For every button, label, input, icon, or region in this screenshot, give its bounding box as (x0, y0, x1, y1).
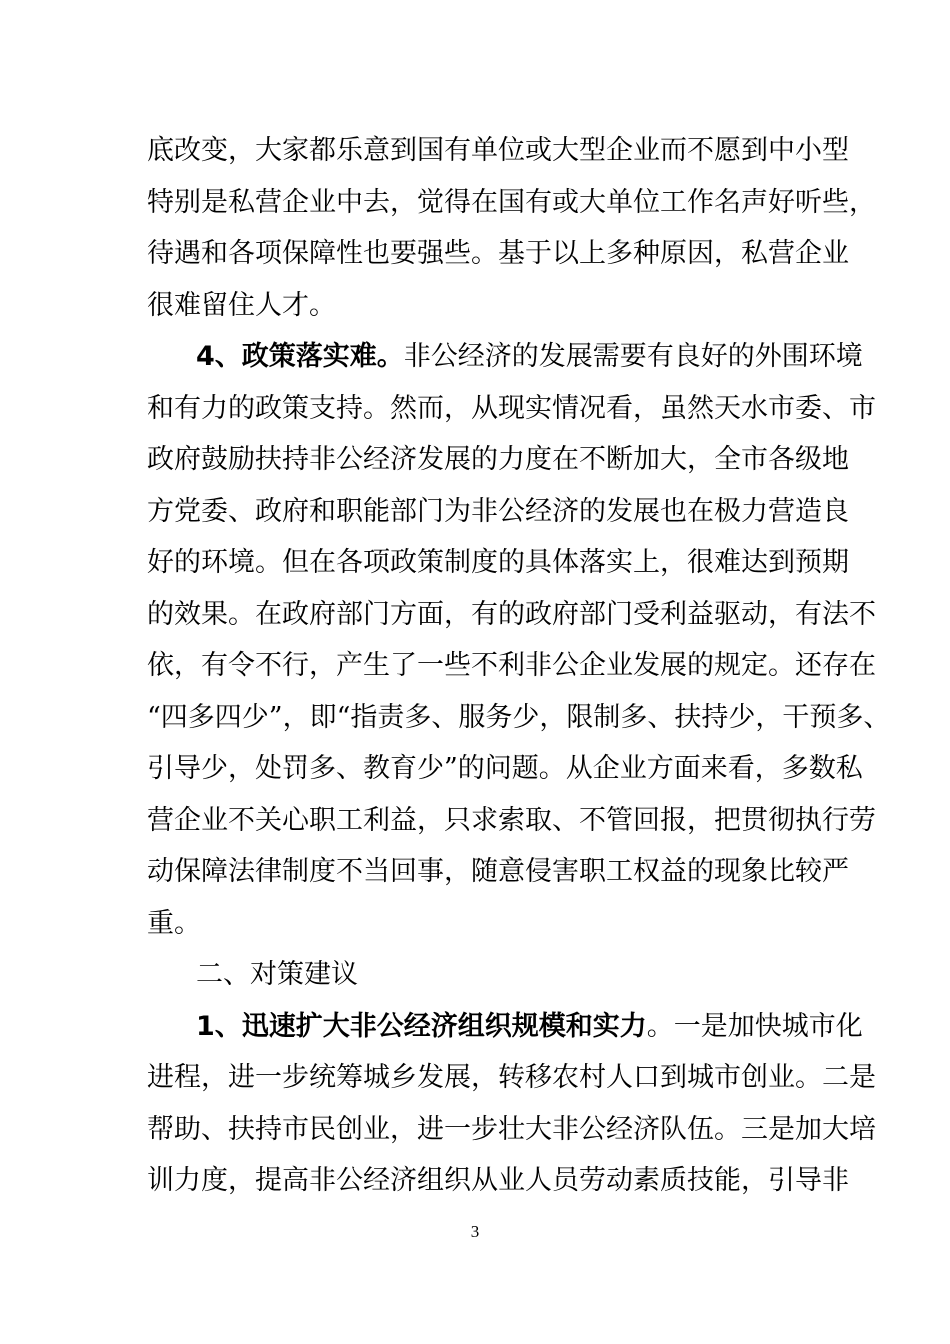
section-lead-bold: 1、迅速扩大非公经济组织规模和实力 (196, 1011, 647, 1042)
paragraph-line (196, 341, 863, 373)
paragraph-line (147, 547, 849, 579)
line-text: 。一是加快城市化 (646, 1011, 863, 1042)
paragraph-line (147, 135, 849, 167)
paragraph-line (147, 1165, 849, 1197)
line-text: 的效果。在政府部门方面，有的政府部门受利益驱动，有法不 (147, 599, 876, 630)
paragraph-line (147, 702, 891, 734)
line-text: 帮助、扶持市民创业，进一步壮大非公经济队伍。三是加大培 (147, 1114, 876, 1145)
line-text: 很难留住人才。 (147, 290, 336, 321)
line-text: 底改变，大家都乐意到国有单位或大型企业而不愿到中小型 (147, 135, 849, 166)
line-text: 待遇和各项保障性也要强些。基于以上多种原因，私营企业 (147, 238, 849, 269)
paragraph-line (147, 599, 876, 631)
line-text: “四多四少”，即“指责多、服务少，限制多、扶持少，干预多、 (147, 702, 891, 733)
line-text: 特别是私营企业中去，觉得在国有或大单位工作名声好听些， (147, 187, 876, 218)
paragraph-line (147, 753, 863, 785)
line-text: 依，有令不行，产生了一些不利非公企业发展的规定。还存在 (147, 650, 876, 681)
paragraph-line (147, 908, 807, 940)
line-text: 非公经济的发展需要有良好的外围环境 (403, 341, 863, 372)
paragraph-line (147, 856, 849, 888)
paragraph-line (147, 496, 849, 528)
paragraph-line (147, 393, 876, 425)
line-text: 好的环境。但在各项政策制度的具体落实上，很难达到预期 (147, 547, 849, 578)
paragraph-line (147, 1062, 876, 1094)
section-heading (196, 959, 807, 991)
line-text: 训力度，提高非公经济组织从业人员劳动素质技能，引导非 (147, 1165, 849, 1196)
paragraph-line (147, 805, 876, 837)
paragraph-line (147, 444, 849, 476)
paragraph-line (196, 1011, 863, 1043)
paragraph-line (147, 187, 876, 219)
line-text: 引导少，处罚多、教育少”的问题。从企业方面来看，多数私 (147, 753, 863, 784)
paragraph-line (147, 650, 876, 682)
line-text: 进程，进一步统筹城乡发展，转移农村人口到城市创业。二是 (147, 1062, 876, 1093)
line-text: 方党委、政府和职能部门为非公经济的发展也在极力营造良 (147, 496, 849, 527)
line-text: 和有力的政策支持。然而，从现实情况看，虽然天水市委、市 (147, 393, 876, 424)
paragraph-line (147, 238, 849, 270)
line-text: 动保障法律制度不当回事，随意侵害职工权益的现象比较严 (147, 856, 849, 887)
line-text: 政府鼓励扶持非公经济发展的力度在不断加大，全市各级地 (147, 444, 849, 475)
section-heading-text: 二、对策建议 (196, 959, 358, 990)
section-lead-bold: 4、政策落实难。 (196, 341, 404, 372)
paragraph-line (147, 290, 807, 322)
page-number: 3 (470, 1222, 480, 1241)
paragraph-line (147, 1114, 876, 1146)
line-text: 重。 (147, 908, 201, 939)
line-text: 营企业不关心职工利益，只求索取、不管回报，把贯彻执行劳 (147, 805, 876, 836)
